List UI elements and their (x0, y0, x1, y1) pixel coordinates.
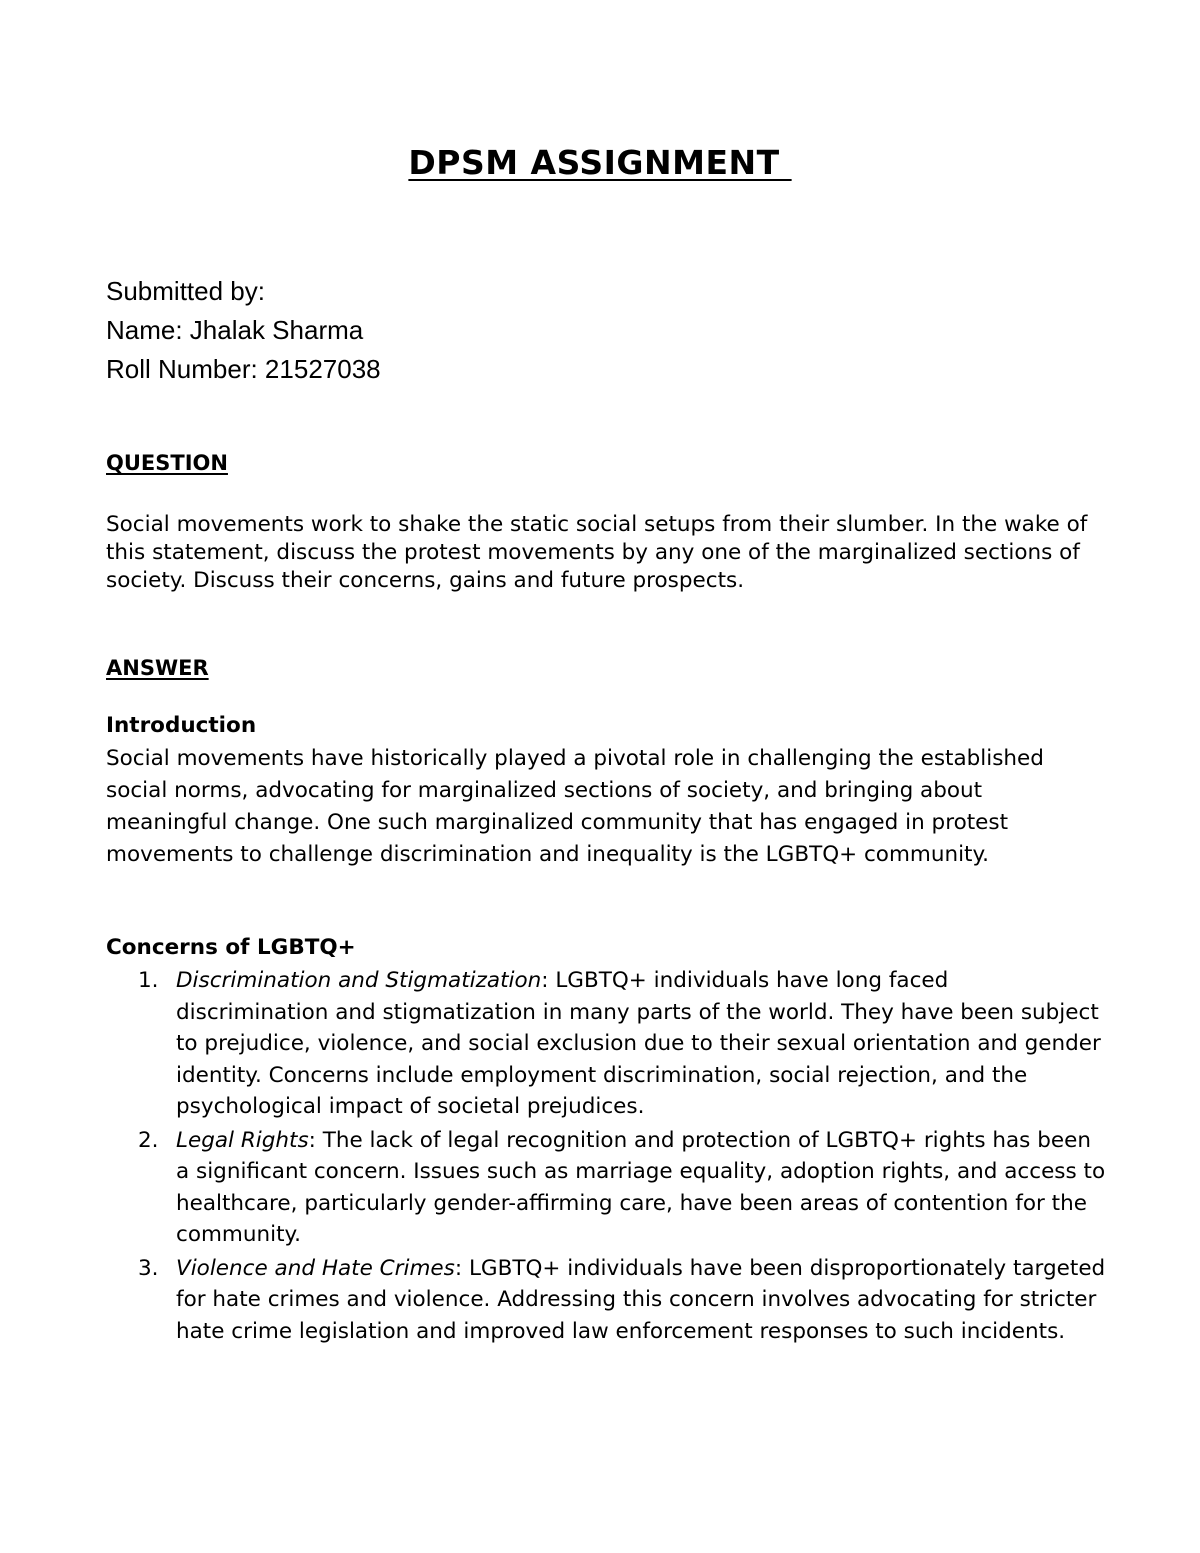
concern-term: Violence and Hate Crimes (176, 1255, 455, 1281)
concern-text: : LGBTQ+ individuals have long faced discrimination and stigmatization in many parts of the world. They have been subject to prejudice, violence, and social exclusion due to their sexual orientation and gender identity. Concerns include employment discrimination, social rejection, and the psychological impact of societal prejudices. (176, 968, 1101, 1119)
document-title-text: DPSM ASSIGNMENT (408, 143, 792, 182)
concern-number: 2. (138, 1127, 159, 1153)
document-title (0, 143, 1200, 183)
concern-item (106, 965, 1106, 1123)
concern-number: 3. (138, 1255, 159, 1281)
submitted-by-block (106, 272, 381, 389)
submitted-by-label: Submitted by: (106, 276, 265, 306)
student-name: Name: Jhalak Sharma (106, 315, 364, 345)
concern-number: 1. (138, 968, 159, 993)
concerns-heading: Concerns of LGBTQ+ (106, 935, 356, 960)
question-text: Social movements work to shake the static social setups from their slumber. In the wake of this statement, discuss the protest movements by any one of the marginalized sections of society. Discuss their concerns, gains and future prospects. (106, 512, 1088, 593)
concern-text: : The lack of legal recognition and protection of LGBTQ+ rights has been a significant concern. Issues such as marriage equality, adoption rights, and access to healthcare, particularly gender-affirming care, have been areas of contention for the community. (176, 1127, 1106, 1247)
introduction-text: Social movements have historically played a pivotal role in challenging the established social norms, advocating for marginalized sections of society, and bringing about meaningful change. One such marginalized community that has engaged in protest movements to challenge discrimination and inequality is the LGBTQ+ community. (106, 746, 1044, 867)
concern-item (106, 1253, 1106, 1348)
roll-number: Roll Number: 21527038 (106, 354, 381, 384)
concerns-list (106, 965, 1106, 1349)
concern-item (106, 1125, 1106, 1251)
concern-term: Discrimination and Stigmatization (176, 968, 542, 993)
introduction-heading: Introduction (106, 713, 257, 738)
answer-heading: ANSWER (106, 656, 209, 680)
concern-text: : LGBTQ+ individuals have been disproportionately targeted for hate crimes and violence. Addressing this concern involves advocating for stricter hate crime legislation and improved law enforcement responses to such incidents. (176, 1255, 1106, 1344)
question-heading: QUESTION (106, 451, 228, 475)
concern-term: Legal Rights (176, 1127, 309, 1153)
